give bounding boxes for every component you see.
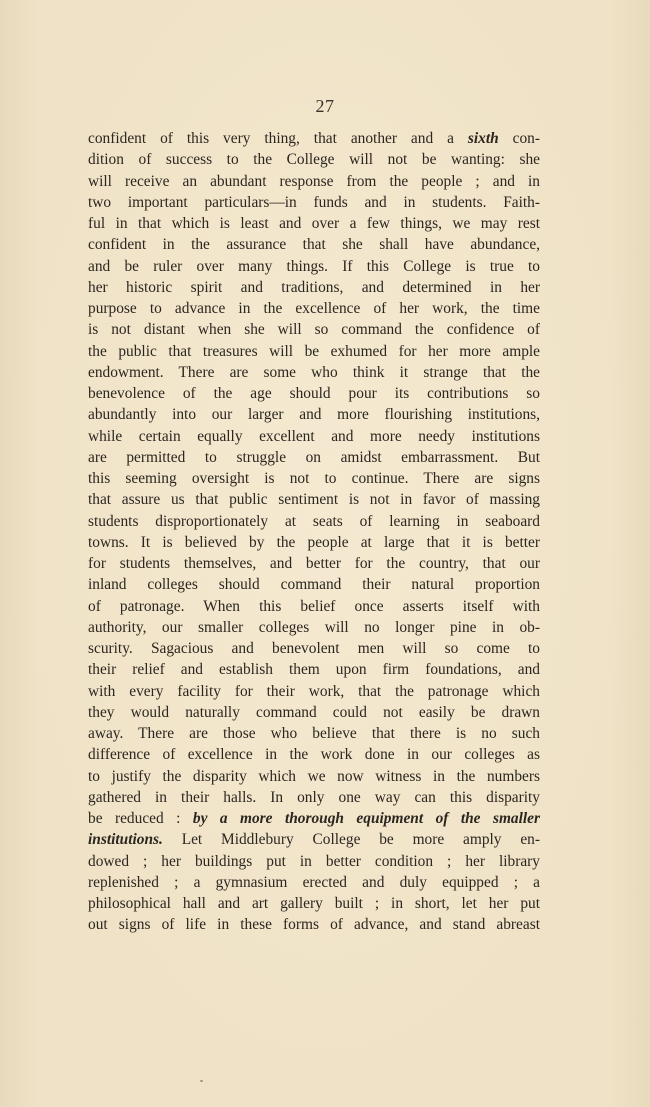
text-line [88, 171, 540, 192]
text-line [88, 893, 540, 914]
text-line [88, 553, 540, 574]
text-line [88, 362, 540, 383]
text-run: confident of this very thing, that another and a [88, 130, 468, 147]
text-line [88, 341, 540, 362]
text-run: their relief and establish them upon firm foundations, and [88, 661, 540, 679]
text-line [88, 744, 540, 765]
text-line [88, 192, 540, 213]
text-line [88, 213, 540, 234]
paper-speck [200, 1080, 203, 1082]
italic-phrase: institutions. [88, 831, 163, 849]
text-run: authority, our smaller colleges will no longer pine in ob- [88, 618, 540, 636]
text-line [88, 404, 540, 425]
text-line [88, 489, 540, 510]
text-run: scurity. Sagacious and benevolent men will so come to [88, 640, 540, 657]
text-run: they would naturally command could not easily be drawn [88, 703, 540, 721]
text-run: and be ruler over many things. If this College is true to [88, 257, 540, 275]
text-line [88, 851, 540, 872]
text-run: students disproportionately at seats of learning in seaboard [88, 512, 540, 530]
text-run: away. There are those who believe that there is no such [88, 725, 540, 742]
text-line [88, 468, 540, 489]
text-run: endowment. There are some who think it strange that the [88, 363, 540, 381]
text-run: are permitted to struggle on amidst embarrassment. But [88, 448, 540, 466]
text-line [88, 914, 540, 935]
text-line [88, 617, 540, 638]
text-line [88, 298, 540, 319]
text-line [88, 638, 540, 659]
text-run: her historic spirit and traditions, and determined in her [88, 278, 540, 296]
text-line [88, 829, 540, 850]
text-run: dition of success to the College will not be wanting: she [88, 151, 540, 169]
text-run: difference of excellence in the work done in our colleges as [88, 746, 540, 764]
text-line [88, 723, 540, 744]
text-run: will receive an abundant response from the people ; and in [88, 172, 540, 190]
text-run: confident in the assurance that she shall have abundance, [88, 236, 540, 254]
text-run: with every facility for their work, that the patronage which [88, 682, 540, 700]
text-run: two important particulars—in funds and in students. Faith- [88, 193, 540, 211]
text-run: towns. It is believed by the people at large that it is better [88, 533, 540, 551]
text-line [88, 383, 540, 404]
text-line [88, 149, 540, 170]
text-run: is not distant when she will so command the confidence of [88, 321, 540, 339]
body-text [88, 128, 540, 936]
text-run: replenished ; a gymnasium erected and duly equipped ; a [88, 873, 540, 891]
text-run: purpose to advance in the excellence of her work, the time [88, 300, 540, 317]
text-line [88, 426, 540, 447]
text-line [88, 787, 540, 808]
text-run: the public that treasures will be exhumed for her more ample [88, 342, 540, 360]
text-line [88, 596, 540, 617]
text-line [88, 702, 540, 723]
text-run: Let Middlebury College be more amply en- [162, 831, 540, 849]
text-run: of patronage. When this belief once asserts itself with [88, 597, 540, 615]
text-run: be reduced : [88, 810, 193, 827]
text-run: this seeming oversight is not to continue. There are signs [88, 470, 540, 487]
page-number: 27 [315, 96, 335, 116]
text-line [88, 128, 540, 149]
italic-phrase: sixth [467, 130, 499, 147]
text-run: gathered in their halls. In only one way can this disparity [88, 788, 540, 806]
text-run: con- [498, 130, 540, 147]
text-line [88, 808, 540, 829]
text-run: inland colleges should command their natural proportion [88, 576, 540, 594]
text-line [88, 511, 540, 532]
text-line [88, 256, 540, 277]
text-line [88, 319, 540, 340]
text-run: for students themselves, and better for the country, that our [88, 555, 540, 572]
text-run: while certain equally excellent and more needy institutions [88, 427, 540, 445]
italic-phrase: by a more thorough equipment of the smaller [192, 810, 540, 827]
text-run: that assure us that public sentiment is not in favor of massing [88, 491, 540, 509]
text-line [88, 681, 540, 702]
text-run: philosophical hall and art gallery built ; in short, let her put [88, 895, 540, 912]
text-line [88, 766, 540, 787]
text-run: dowed ; her buildings put in better condition ; her library [88, 852, 540, 870]
text-run: benevolence of the age should pour its contributions so [88, 385, 540, 402]
text-line [88, 277, 540, 298]
text-run: ful in that which is least and over a few things, we may rest [88, 215, 540, 232]
text-line [88, 574, 540, 595]
text-run: abundantly into our larger and more flourishing institutions, [88, 406, 540, 424]
text-line [88, 447, 540, 468]
text-line [88, 234, 540, 255]
text-line [88, 659, 540, 680]
text-line [88, 872, 540, 893]
text-run: out signs of life in these forms of advance, and stand abreast [88, 916, 540, 934]
text-line [88, 532, 540, 553]
text-run: to justify the disparity which we now witness in the numbers [88, 767, 540, 785]
